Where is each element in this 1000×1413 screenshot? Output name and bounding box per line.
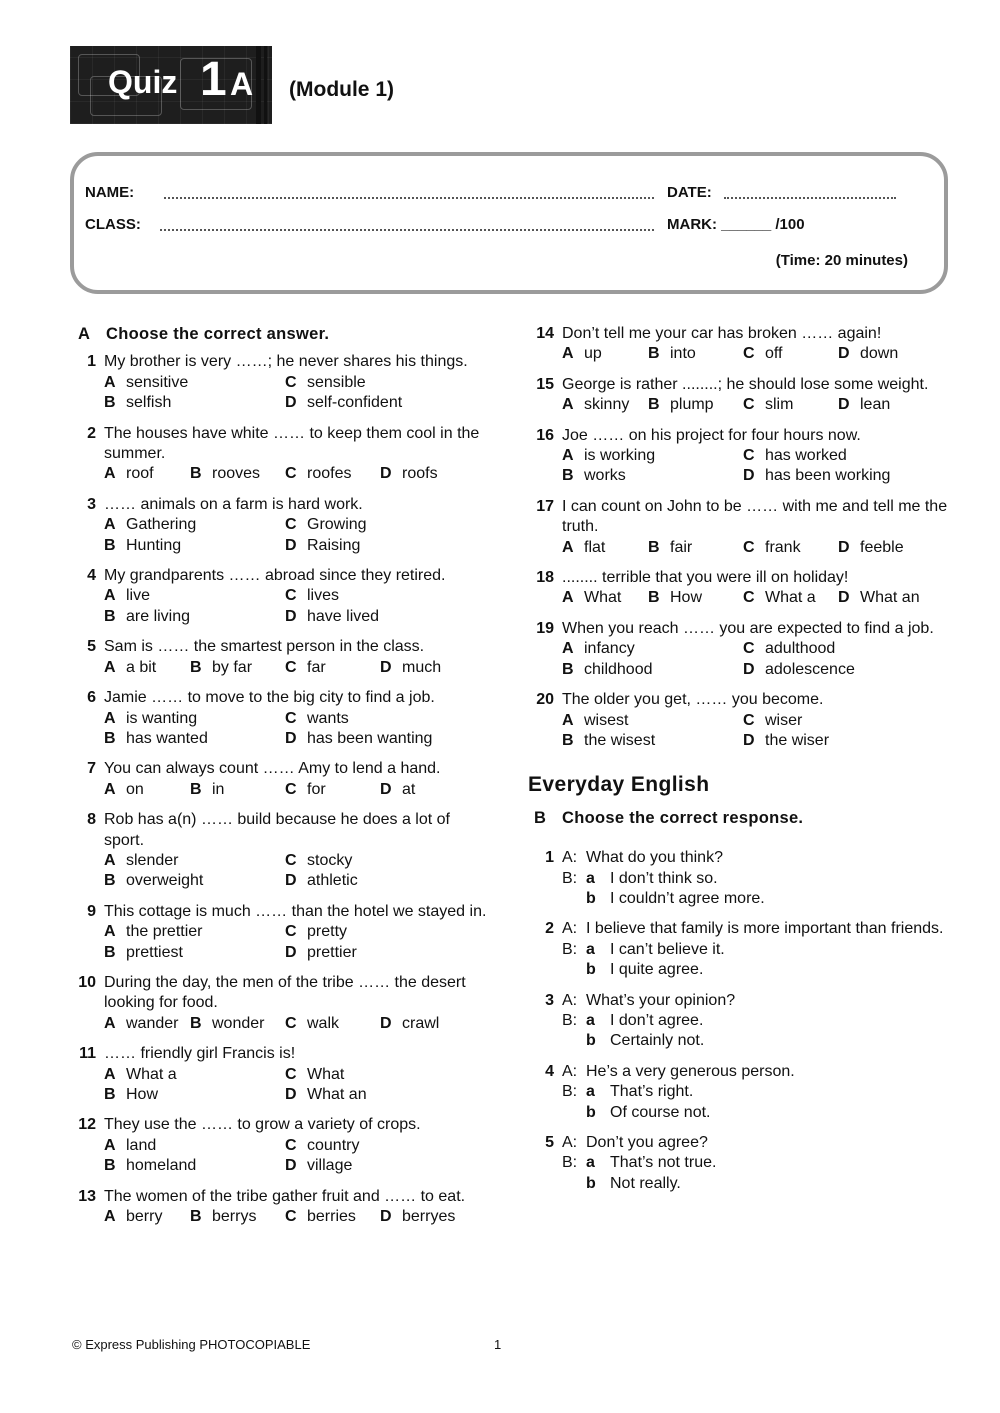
option-b[interactable]: B works — [562, 467, 626, 485]
option-a[interactable]: A wander — [104, 1014, 179, 1032]
option-c[interactable]: C berries — [285, 1208, 356, 1226]
option-b[interactable]: B plump — [648, 396, 714, 414]
option-a[interactable]: A sensitive — [104, 373, 189, 391]
option-d[interactable]: D feeble — [838, 538, 904, 556]
option-c[interactable]: C slim — [743, 396, 794, 414]
question-text: My grandparents …… abroad since they retired. — [104, 567, 446, 585]
option-a[interactable]: A on — [104, 780, 144, 798]
question-number: 15 — [536, 375, 554, 393]
response-option-a[interactable]: B: a I don’t think so. — [562, 869, 718, 887]
question-text: …… animals on a farm is hard work. — [104, 495, 363, 513]
option-d[interactable]: D prettier — [285, 943, 357, 961]
option-d[interactable]: D What an — [285, 1086, 367, 1103]
class-field[interactable] — [160, 228, 654, 231]
option-c[interactable]: C for — [285, 780, 326, 798]
option-d[interactable]: D at — [380, 780, 416, 798]
option-b[interactable]: B overweight — [104, 872, 204, 890]
question-4 — [70, 566, 490, 627]
dialogue-prompt: What do you think? — [586, 849, 723, 867]
copyright-footer: © Express Publishing PHOTOCOPIABLE — [72, 1337, 311, 1352]
option-b[interactable]: B are living — [104, 607, 191, 625]
option-a[interactable]: A the prettier — [104, 923, 203, 941]
dialogue-prompt: He’s a very generous person. — [586, 1062, 795, 1080]
question-number: 7 — [87, 760, 96, 778]
option-a[interactable]: A flat — [562, 538, 606, 556]
question-text: Sam is …… the smartest person in the class. — [104, 638, 425, 656]
response-option-b[interactable]: b I quite agree. — [586, 961, 704, 979]
response-option-a[interactable]: B: a I don’t agree. — [562, 1011, 704, 1029]
dialogue-prompt: I believe that family is more important than friends. — [586, 920, 944, 938]
question-number: 8 — [87, 811, 96, 829]
option-d[interactable]: D much — [380, 658, 442, 676]
option-d[interactable]: D the wiser — [743, 731, 830, 749]
response-option-a[interactable]: B: a I can’t believe it. — [562, 940, 725, 958]
question-text: Jamie …… to move to the big city to find a job. — [104, 689, 435, 707]
option-d[interactable]: D roofs — [380, 465, 438, 483]
question-20 — [528, 690, 948, 751]
option-b[interactable]: B berrys — [190, 1208, 257, 1226]
option-a[interactable]: A infancy — [562, 640, 635, 658]
quiz-letter: A — [230, 66, 254, 102]
question-16 — [528, 426, 948, 487]
option-b[interactable]: B wonder — [190, 1014, 265, 1032]
question-7 — [70, 759, 490, 800]
quiz-banner — [70, 46, 272, 124]
option-b[interactable]: B into — [648, 345, 696, 363]
question-text: …… friendly girl Francis is! — [104, 1045, 296, 1063]
option-c[interactable]: C wants — [285, 709, 349, 727]
option-b[interactable]: B Hunting — [104, 536, 182, 554]
option-d[interactable]: D self-confident — [285, 394, 403, 412]
option-c[interactable]: C sensible — [285, 373, 366, 391]
page-number: 1 — [494, 1337, 502, 1352]
question-8 — [70, 810, 490, 892]
option-b[interactable]: B How — [648, 589, 703, 607]
option-d[interactable]: D adolescence — [743, 660, 855, 678]
option-d[interactable]: D What an — [838, 589, 920, 607]
left-column — [70, 324, 490, 1237]
option-c[interactable]: C has worked — [743, 447, 847, 465]
question-number: 4 — [87, 567, 96, 585]
dialogue-5: 5 A: Don’t you agree? B: a That’s not true. b Not really. — [528, 1133, 948, 1194]
question-text: Rob has a(n) …… build because he does a lot of sport. — [104, 811, 450, 849]
question-number: 19 — [536, 619, 554, 637]
question-19 — [528, 619, 948, 680]
option-c[interactable]: C off — [743, 345, 783, 363]
option-d[interactable]: D has been working — [743, 467, 891, 485]
question-12 — [70, 1115, 490, 1176]
question-text: Joe …… on his project for four hours now. — [562, 426, 861, 444]
option-c[interactable]: C What — [285, 1065, 345, 1083]
option-d[interactable]: D have lived — [285, 607, 380, 625]
question-text: The houses have white …… to keep them cool in the summer. — [104, 424, 480, 463]
option-c[interactable]: C lives — [285, 587, 340, 605]
option-a[interactable]: A wisest — [562, 711, 629, 729]
question-text: The women of the tribe gather fruit and …… to eat. — [104, 1187, 466, 1205]
option-a[interactable]: A skinny — [562, 396, 630, 414]
question-text: My brother is very ……; he never shares his things. — [104, 353, 468, 371]
question-13 — [70, 1187, 490, 1228]
date-field[interactable] — [724, 196, 896, 199]
option-d[interactable]: D village — [285, 1157, 353, 1175]
question-text: I can count on John to be …… with me and tell me the truth. — [562, 497, 948, 536]
section-b-heading: B Choose the correct response. — [534, 808, 804, 827]
option-c[interactable]: C far — [285, 658, 326, 676]
option-c[interactable]: C Growing — [285, 516, 367, 534]
option-b[interactable]: B has wanted — [104, 729, 208, 747]
option-b[interactable]: B childhood — [562, 660, 653, 678]
option-c[interactable]: C frank — [743, 538, 801, 556]
option-d[interactable]: D Raising — [285, 536, 361, 554]
question-6 — [70, 688, 490, 749]
date-label: DATE: — [667, 184, 712, 201]
section-a-heading: A Choose the correct answer. — [78, 325, 330, 343]
question-text: During the day, the men of the tribe …… the desert looking for food. — [104, 973, 466, 1012]
class-label: CLASS: — [85, 216, 141, 233]
module-label: (Module 1) — [289, 78, 394, 101]
option-a[interactable]: A is wanting — [104, 709, 198, 727]
question-text: This cottage is much …… than the hotel we stayed in. — [104, 902, 487, 920]
question-number: 11 — [79, 1045, 96, 1063]
question-text: They use the …… to grow a variety of crops. — [104, 1116, 421, 1134]
right-column — [528, 324, 948, 1204]
dialogue-3: 3 A: What’s your opinion? B: a I don’t agree. b Certainly not. — [528, 991, 948, 1052]
option-b[interactable]: B by far — [190, 658, 253, 676]
option-a[interactable]: A a bit — [104, 658, 157, 676]
question-text: ........ terrible that you were ill on holiday! — [562, 569, 849, 587]
question-17 — [528, 497, 948, 558]
option-c[interactable]: C What a — [743, 589, 816, 607]
dialogue-prompt: What’s your opinion? — [586, 991, 736, 1009]
option-b[interactable]: B rooves — [190, 465, 261, 483]
option-d[interactable]: D down — [838, 345, 899, 363]
question-11 — [70, 1044, 490, 1105]
name-field[interactable] — [164, 196, 654, 199]
option-d[interactable]: D crawl — [380, 1014, 440, 1032]
student-info-box — [70, 152, 948, 294]
option-a[interactable]: A berry — [104, 1208, 163, 1226]
mark-label: MARK: ______ /100 — [667, 216, 805, 233]
time-limit: (Time: 20 minutes) — [775, 252, 908, 269]
question-number: 5 — [87, 638, 96, 656]
option-d[interactable]: D berryes — [380, 1208, 456, 1226]
question-number: 10 — [78, 973, 96, 991]
option-a[interactable]: A is working — [562, 447, 656, 465]
question-text: Don’t tell me your car has broken …… again! — [562, 325, 882, 342]
question-text: You can always count …… Amy to lend a hand. — [104, 760, 441, 778]
option-c[interactable]: C pretty — [285, 923, 348, 941]
option-a[interactable]: A up — [562, 345, 602, 363]
option-b[interactable]: B in — [190, 780, 225, 798]
option-c[interactable]: C roofes — [285, 465, 352, 483]
question-number: 17 — [536, 497, 554, 515]
question-3 — [70, 495, 490, 556]
option-b[interactable]: B prettiest — [104, 943, 183, 961]
option-c[interactable]: C country — [285, 1136, 360, 1154]
response-option-b[interactable]: b Of course not. — [586, 1103, 711, 1121]
question-2 — [70, 424, 490, 485]
response-option-a[interactable]: B: a That’s right. — [562, 1083, 694, 1101]
option-b[interactable]: B fair — [648, 538, 693, 556]
option-a[interactable]: A What a — [104, 1065, 177, 1083]
dialogue-2: 2 A: I believe that family is more important than friends. B: a I can’t believe it. b I quite agree. — [528, 919, 948, 980]
question-number: 12 — [78, 1116, 96, 1134]
option-b[interactable]: B the wisest — [562, 731, 656, 749]
option-b[interactable]: B selfish — [104, 394, 172, 412]
option-c[interactable]: C adulthood — [743, 640, 836, 658]
quiz-number: 1 — [200, 53, 227, 106]
dialogue-4: 4 A: He’s a very generous person. B: a That’s right. b Of course not. — [528, 1062, 948, 1123]
response-option-b[interactable]: b Certainly not. — [586, 1032, 705, 1050]
question-number: 3 — [87, 495, 96, 513]
question-18 — [528, 568, 948, 609]
question-number: 20 — [536, 691, 554, 709]
option-a[interactable]: A Gathering — [104, 516, 197, 534]
question-text: The older you get, …… you become. — [562, 691, 824, 709]
option-c[interactable]: C wiser — [743, 711, 803, 729]
question-5 — [70, 637, 490, 678]
option-a[interactable]: A land — [104, 1136, 157, 1154]
everyday-english-title: Everyday English — [528, 773, 710, 797]
response-option-b[interactable]: b Not really. — [586, 1174, 681, 1192]
question-15 — [528, 375, 948, 416]
question-number: 18 — [536, 569, 554, 587]
question-1 — [70, 352, 490, 413]
option-a[interactable]: A slender — [104, 851, 179, 869]
option-c[interactable]: C stocky — [285, 851, 353, 869]
question-number: 9 — [87, 902, 96, 920]
question-14 — [528, 324, 948, 365]
question-text: George is rather ........; he should lose some weight. — [562, 375, 929, 393]
option-d[interactable]: D athletic — [285, 872, 358, 890]
name-label: NAME: — [85, 184, 135, 201]
question-number: 6 — [87, 689, 96, 707]
question-number: 1 — [87, 353, 96, 371]
response-option-a[interactable]: B: a That’s not true. — [562, 1154, 717, 1172]
question-9 — [70, 902, 490, 963]
quiz-word: Quiz — [108, 64, 178, 100]
response-option-b[interactable]: b I couldn’t agree more. — [586, 889, 765, 907]
dialogue-1: 1 A: What do you think? B: a I don’t think so. b I couldn’t agree more. — [528, 848, 948, 909]
question-text: When you reach …… you are expected to find a job. — [562, 619, 934, 637]
question-number: 16 — [536, 426, 554, 444]
option-b[interactable]: B homeland — [104, 1157, 197, 1175]
option-d[interactable]: D has been wanting — [285, 729, 433, 747]
question-number: 2 — [87, 424, 96, 442]
option-a[interactable]: A live — [104, 587, 151, 605]
question-number: 13 — [78, 1187, 96, 1205]
dialogue-prompt: Don’t you agree? — [586, 1134, 708, 1151]
question-number: 14 — [536, 325, 554, 342]
option-a[interactable]: A What — [562, 589, 622, 607]
option-b[interactable]: B How — [104, 1086, 159, 1103]
option-c[interactable]: C walk — [285, 1014, 340, 1032]
option-d[interactable]: D lean — [838, 396, 891, 414]
option-a[interactable]: A roof — [104, 465, 154, 483]
question-10 — [70, 973, 490, 1034]
